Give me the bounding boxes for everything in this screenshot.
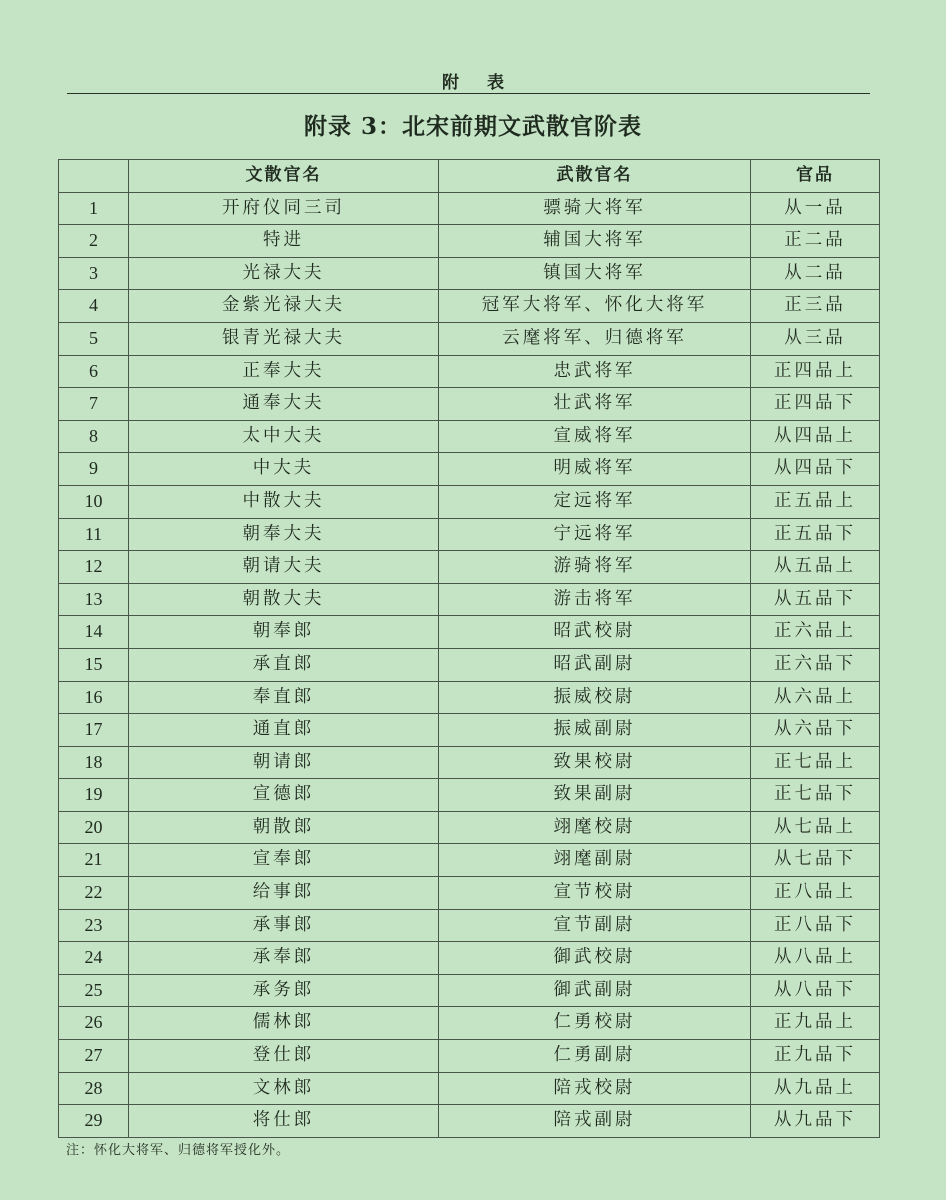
rank-cell: 从四品下 [751,453,880,486]
civil-title-cell: 承务郎 [129,974,439,1007]
table-row [59,1040,880,1073]
table-row [59,648,880,681]
row-number: 8 [59,420,129,453]
rank-cell: 正七品上 [751,746,880,779]
civil-title-cell: 通奉大夫 [129,388,439,421]
civil-title-cell: 朝奉大夫 [129,518,439,551]
table-row [59,290,880,323]
header-row [59,160,880,193]
rank-cell: 正八品下 [751,909,880,942]
rank-cell: 正五品上 [751,485,880,518]
rank-cell: 正九品上 [751,1007,880,1040]
military-title-cell: 骠骑大将军 [439,192,751,225]
table-header [59,160,880,193]
civil-title-cell: 朝奉郎 [129,616,439,649]
row-number: 5 [59,322,129,355]
rank-cell: 从二品 [751,257,880,290]
table-row [59,616,880,649]
military-title-cell: 宣威将军 [439,420,751,453]
military-title-cell: 宣节副尉 [439,909,751,942]
civil-title-cell: 开府仪同三司 [129,192,439,225]
row-number: 16 [59,681,129,714]
military-title-cell: 宁远将军 [439,518,751,551]
rank-cell: 从三品 [751,322,880,355]
row-number: 3 [59,257,129,290]
table-row [59,518,880,551]
table-row [59,1072,880,1105]
table-row [59,453,880,486]
header-number [59,160,129,193]
row-number: 27 [59,1040,129,1073]
table-row [59,942,880,975]
table-row [59,811,880,844]
military-title-cell: 致果副尉 [439,779,751,812]
table-row [59,909,880,942]
table-row [59,322,880,355]
row-number: 9 [59,453,129,486]
table-row [59,551,880,584]
military-title-cell: 翊麾副尉 [439,844,751,877]
row-number: 2 [59,225,129,258]
row-number: 14 [59,616,129,649]
civil-title-cell: 奉直郎 [129,681,439,714]
row-number: 24 [59,942,129,975]
row-number: 10 [59,485,129,518]
row-number: 17 [59,714,129,747]
military-title-cell: 冠军大将军、怀化大将军 [439,290,751,323]
table-row [59,779,880,812]
rank-cell: 从一品 [751,192,880,225]
civil-title-cell: 正奉大夫 [129,355,439,388]
running-header: 附表 [442,73,532,93]
military-title-cell: 陪戎校尉 [439,1072,751,1105]
military-title-cell: 仁勇副尉 [439,1040,751,1073]
military-title-cell: 云麾将军、归德将军 [439,322,751,355]
table-row [59,192,880,225]
civil-title-cell: 承奉郎 [129,942,439,975]
row-number: 12 [59,551,129,584]
civil-title-cell: 金紫光禄大夫 [129,290,439,323]
military-title-cell: 致果校尉 [439,746,751,779]
military-title-cell: 振威副尉 [439,714,751,747]
row-number: 21 [59,844,129,877]
table-row [59,1007,880,1040]
row-number: 25 [59,974,129,1007]
row-number: 26 [59,1007,129,1040]
rank-cell: 从四品上 [751,420,880,453]
civil-title-cell: 银青光禄大夫 [129,322,439,355]
row-number: 22 [59,877,129,910]
table-row [59,974,880,1007]
table-row [59,681,880,714]
row-number: 20 [59,811,129,844]
military-title-cell: 振威校尉 [439,681,751,714]
row-number: 7 [59,388,129,421]
rank-cell: 从六品上 [751,681,880,714]
official-rank-table [58,159,880,1138]
header-military-title: 武散官名 [439,160,751,193]
table-body [59,192,880,1137]
military-title-cell: 翊麾校尉 [439,811,751,844]
civil-title-cell: 将仕郎 [129,1105,439,1138]
military-title-cell: 陪戎副尉 [439,1105,751,1138]
row-number: 23 [59,909,129,942]
footnote: 注：怀化大将军、归德将军授化外。 [66,1143,291,1158]
civil-title-cell: 太中大夫 [129,420,439,453]
page-title: 附录 3：北宋前期文武散官阶表 [303,113,642,140]
military-title-cell: 御武校尉 [439,942,751,975]
rank-cell: 正二品 [751,225,880,258]
rank-cell: 正九品下 [751,1040,880,1073]
table-row [59,583,880,616]
civil-title-cell: 朝散郎 [129,811,439,844]
row-number: 1 [59,192,129,225]
rank-cell: 从八品上 [751,942,880,975]
table-row [59,877,880,910]
rank-cell: 正四品下 [751,388,880,421]
rank-cell: 正六品上 [751,616,880,649]
rank-cell: 从五品下 [751,583,880,616]
civil-title-cell: 光禄大夫 [129,257,439,290]
row-number: 11 [59,518,129,551]
header-rule [67,93,870,94]
civil-title-cell: 特进 [129,225,439,258]
civil-title-cell: 儒林郎 [129,1007,439,1040]
row-number: 6 [59,355,129,388]
rank-cell: 从七品下 [751,844,880,877]
row-number: 28 [59,1072,129,1105]
military-title-cell: 镇国大将军 [439,257,751,290]
civil-title-cell: 文林郎 [129,1072,439,1105]
civil-title-cell: 承事郎 [129,909,439,942]
civil-title-cell: 宣奉郎 [129,844,439,877]
military-title-cell: 壮武将军 [439,388,751,421]
military-title-cell: 辅国大将军 [439,225,751,258]
military-title-cell: 昭武校尉 [439,616,751,649]
table-row [59,844,880,877]
civil-title-cell: 登仕郎 [129,1040,439,1073]
military-title-cell: 昭武副尉 [439,648,751,681]
rank-cell: 正三品 [751,290,880,323]
civil-title-cell: 朝请郎 [129,746,439,779]
row-number: 18 [59,746,129,779]
military-title-cell: 明威将军 [439,453,751,486]
row-number: 13 [59,583,129,616]
military-title-cell: 仁勇校尉 [439,1007,751,1040]
table-row [59,420,880,453]
row-number: 29 [59,1105,129,1138]
civil-title-cell: 中大夫 [129,453,439,486]
military-title-cell: 御武副尉 [439,974,751,1007]
header-rank: 官品 [751,160,880,193]
table-row [59,388,880,421]
civil-title-cell: 通直郎 [129,714,439,747]
rank-cell: 从九品下 [751,1105,880,1138]
civil-title-cell: 承直郎 [129,648,439,681]
rank-cell: 从五品上 [751,551,880,584]
table-row [59,257,880,290]
rank-cell: 正八品上 [751,877,880,910]
table-row [59,1105,880,1138]
rank-cell: 从六品下 [751,714,880,747]
civil-title-cell: 宣德郎 [129,779,439,812]
rank-cell: 正六品下 [751,648,880,681]
civil-title-cell: 给事郎 [129,877,439,910]
row-number: 19 [59,779,129,812]
rank-cell: 从八品下 [751,974,880,1007]
table-row [59,355,880,388]
civil-title-cell: 朝散大夫 [129,583,439,616]
rank-cell: 正四品上 [751,355,880,388]
rank-cell: 从七品上 [751,811,880,844]
rank-cell: 正七品下 [751,779,880,812]
table-row [59,746,880,779]
military-title-cell: 游击将军 [439,583,751,616]
military-title-cell: 游骑将军 [439,551,751,584]
row-number: 15 [59,648,129,681]
table-row [59,225,880,258]
table-row [59,485,880,518]
rank-cell: 正五品下 [751,518,880,551]
military-title-cell: 定远将军 [439,485,751,518]
row-number: 4 [59,290,129,323]
military-title-cell: 宣节校尉 [439,877,751,910]
military-title-cell: 忠武将军 [439,355,751,388]
civil-title-cell: 朝请大夫 [129,551,439,584]
table-row [59,714,880,747]
header-civil-title: 文散官名 [129,160,439,193]
rank-cell: 从九品上 [751,1072,880,1105]
civil-title-cell: 中散大夫 [129,485,439,518]
